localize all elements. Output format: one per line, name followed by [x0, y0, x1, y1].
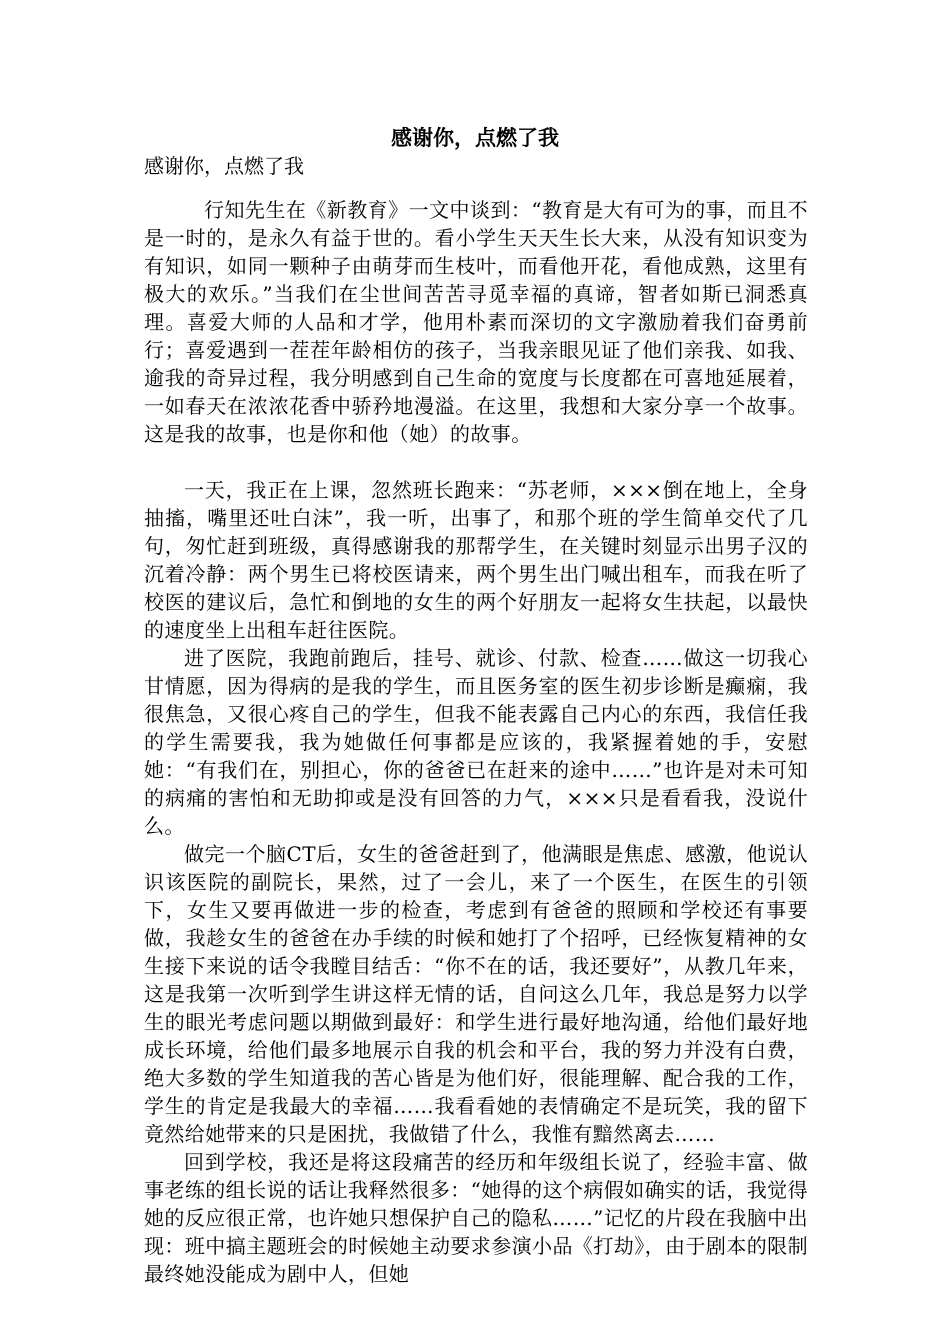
paragraph-back-to-school: 回到学校，我还是将这段痛苦的经历和年级组长说了，经验丰富、做事老练的组长说的话让我释然很多：“她得的这个病假如确实的话，我觉得她的反应很正常，也许她只想保护自己的隐私……”记忆的片段在我脑中出现：班中搞主题班会的时候她主动要求参演小品《打劫》，由于剧本的限制最终她没能成为剧中人，但她 [144, 1150, 808, 1286]
paragraph-spacer [144, 448, 808, 476]
document-subtitle: 感谢你，点燃了我 [144, 154, 304, 178]
paragraph-father-arrives: 做完一个脑CT后，女生的爸爸赶到了，他满眼是焦虑、感激，他说认识该医院的副院长，果然，过了一会儿，来了一个医生，在医生的引领下，女生又要再做进一步的检查，考虑到有爸爸的照顾和学校还有事要做，我趁女生的爸爸在办手续的时候和她打了个招呼，已经恢复精神的女生接下来说的话令我瞠目结舌：“你不在的话，我还要好”，从教几年来，这是我第一次听到学生讲这样无情的话，自问这么几年，我总是努力以学生的眼光考虑问题以期做到最好：和学生进行最好地沟通，给他们最好地成长环境，给他们最多地展示自我的机会和平台，我的努力并没有白费，绝大多数的学生知道我的苦心皆是为他们好，很能理解、配合我的工作，学生的肯定是我最大的幸福……我看看她的表情确定不是玩笑，我的留下竟然给她带来的只是困扰，我做错了什么，我惟有黯然离去…… [144, 842, 808, 1146]
document-title: 感谢你，点燃了我 [391, 125, 559, 150]
paragraph-intro: 行知先生在《新教育》一文中谈到：“教育是大有可为的事，而且不是一时的，是永久有益于世的。看小学生天天生长大来，从没有知识变为有知识，如同一颗种子由萌芽而生枝叶，而看他开花，看他成熟，这里有极大的欢乐。”当我们在尘世间苦苦寻觅幸福的真谛，智者如斯已洞悉真理。喜爱大师的人品和才学，他用朴素而深切的文字激励着我们奋勇前行；喜爱遇到一茬茬年龄相仿的孩子，当我亲眼见证了他们亲我、如我、逾我的奇异过程，我分明感到自己生命的宽度与长度都在可喜地延展着，一如春天在浓浓花香中骄矜地漫溢。在这里，我想和大家分享一个故事。这是我的故事，也是你和他（她）的故事。 [144, 198, 808, 446]
paragraph-story-start: 一天，我正在上课，忽然班长跑来：“苏老师，×××倒在地上，全身抽搐，嘴里还吐白沫”，我一听，出事了，和那个班的学生简单交代了几句，匆忙赶到班级，真得感谢我的那帮学生，在关键时刻显示出男子汉的沉着冷静：两个男生已将校医请来，两个男生出门喊出租车，而我在听了校医的建议后，急忙和倒地的女生的两个好朋友一起将女生扶起，以最快的速度坐上出租车赶往医院。 [144, 478, 808, 642]
document-body [144, 196, 808, 1288]
paragraph-hospital: 进了医院，我跑前跑后，挂号、就诊、付款、检查……做这一切我心甘情愿，因为得病的是我的学生，而且医务室的医生初步诊断是癫痫，我很焦急，又很心疼自己的学生，但我不能表露自己内心的东西，我信任我的学生需要我，我为她做任何事都是应该的，我紧握着她的手，安慰她：“有我们在，别担心，你的爸爸已在赶来的途中……”也许是对未可知的病痛的害怕和无助抑或是没有回答的力气，×××只是看看我，没说什么。 [144, 646, 808, 838]
